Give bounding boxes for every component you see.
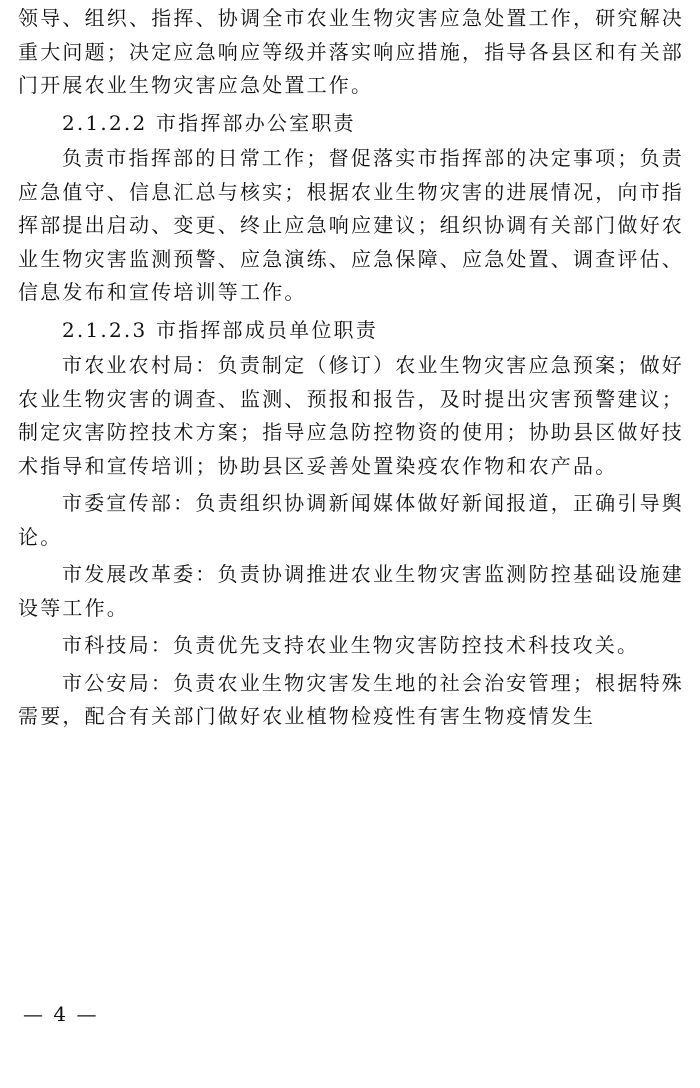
paragraph-office-duties: 负责市指挥部的日常工作；督促落实市指挥部的决定事项；负责应急值守、信息汇总与核实；根据农业生物灾害的进展情况，向市指挥部提出启动、变更、终止应急响应建议；组织协调有关部门做好农业生物灾害监测预警、应急演练、应急保障、应急处置、调查评估、信息发布和宣传培训等工作。 [18,146,684,304]
paragraph-publicity-dept: 市委宣传部：负责组织协调新闻媒体做好新闻报道，正确引导舆论。 [18,491,684,549]
document-body [18,2,684,738]
section-heading-office-duties: 2.1.2.2 市指挥部办公室职责 [62,110,356,135]
paragraph-development-commission: 市发展改革委：负责协调推进农业生物灾害监测防控基础设施建设等工作。 [18,562,684,620]
paragraph-science-bureau: 市科技局：负责优先支持农业生物灾害防控技术科技攻关。 [62,633,640,657]
paragraph-agriculture-bureau: 市农业农村局：负责制定（修订）农业生物灾害应急预案；做好农业生物灾害的调查、监测、预报和报告，及时提出灾害预警建议；制定灾害防控技术方案；指导应急防控物资的使用；协助县区做好技术指导和宣传培训；协助县区妥善处置染疫农作物和农产品。 [18,353,684,478]
paragraph-lead-duties: 领导、组织、指挥、协调全市农业生物灾害应急处置工作，研究解决重大问题；决定应急响应等级并落实响应措施，指导各县区和有关部门开展农业生物灾害应急处置工作。 [18,6,684,97]
paragraph-public-security-bureau: 市公安局：负责农业生物灾害发生地的社会治安管理；根据特殊需要，配合有关部门做好农业植物检疫性有害生物疫情发生 [18,670,684,728]
page-number: — 4 — [23,1002,99,1026]
section-heading-member-duties: 2.1.2.3 市指挥部成员单位职责 [62,317,378,342]
